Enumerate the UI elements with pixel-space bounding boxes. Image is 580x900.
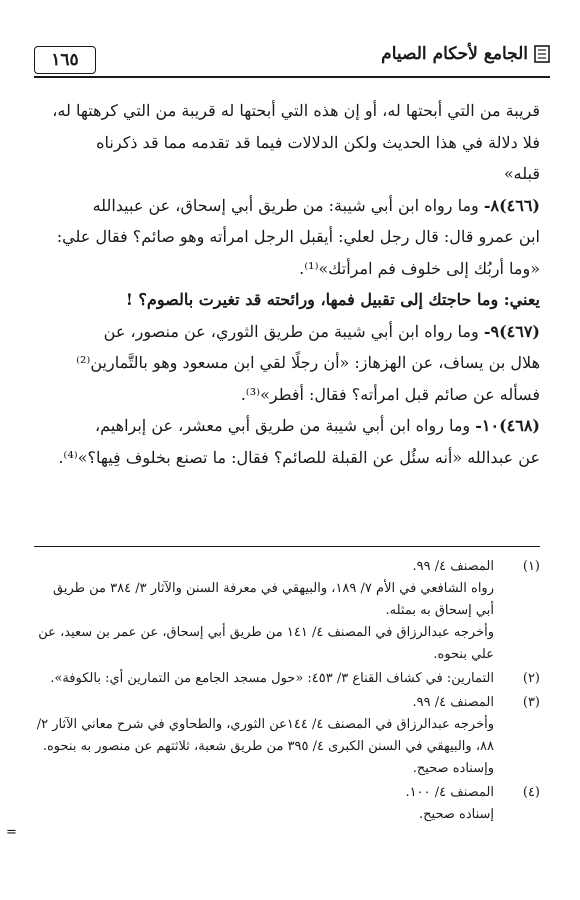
- footnote-line: المصنف ٤/ ٩٩.: [412, 559, 494, 574]
- text-line: قبله»: [503, 164, 540, 183]
- text-line: [34, 316, 540, 348]
- page-header: [20, 40, 550, 80]
- footnote-line: وأخرجه عبدالرزاق في المصنف ٤/ ١٤٤عن الثوري، والطحاوي في شرح معاني الآثار ٢/ ٨٨، والبيهقي في السنن الكبرى ٤/ ٣٩٥ من طريق شعبة، ثلاثتهم عن منصور به بنحوه. وإسناده صحيح.: [36, 717, 494, 776]
- text-line: هلال بن يساف، عن الهزهاز: «أن رجلًا لقي ابن مسعود وهو بالتَّمارين⁽²⁾: [76, 353, 540, 372]
- footnote-3: [34, 692, 540, 780]
- hadith-number: (٤٦٧)٩-: [483, 321, 540, 341]
- text-segment: وما رواه ابن أبي شيبة: من طريق أبي إسحاق، عن عبيدالله: [92, 195, 479, 215]
- text-line: [34, 410, 540, 442]
- footnote-line: رواه الشافعي في الأم ٧/ ١٨٩، والبيهقي في معرفة السنن والآثار ٣/ ٣٨٤ من طريق أبي إسحاق به بمثله.: [53, 581, 494, 618]
- footnote-line: المصنف ٤/ ٩٩.: [412, 695, 494, 710]
- footnote-line: وأخرجه عبدالرزاق في المصنف ٤/ ١٤١ من طريق أبي إسحاق، عن عمر بن سعيد، عن علي بنحوه.: [38, 625, 494, 662]
- margin-mark: =: [6, 825, 17, 840]
- footnote-number: (٤): [522, 785, 540, 800]
- page-number: ١٦٥: [34, 46, 96, 74]
- text-line: [34, 190, 540, 222]
- header-rule: [34, 76, 550, 78]
- hadith-468: [34, 410, 540, 473]
- text-line: ابن عمرو قال: قال رجل لعلي: أيقبل الرجل امرأته وهو صائم؟ فقال علي:: [56, 227, 540, 246]
- hadith-number: (٤٦٨)١٠-: [475, 416, 540, 435]
- footnote-line: إسناده صحيح.: [419, 807, 494, 822]
- text-line: فلا دلالة في هذا الحديث ولكن الدلالات فيما قد تقدمه مما قد ذكرناه: [96, 132, 540, 152]
- text-line: «وما أربُك إلى خلوف فم امرأتك»⁽¹⁾.: [299, 258, 540, 278]
- footnote-line: المصنف ٤/ ١٠٠.: [405, 785, 494, 800]
- footnote-number: (٣): [522, 695, 540, 710]
- text-line: فسأله عن صائم قبل امرأته؟ فقال: أفطر»⁽³⁾.: [240, 384, 540, 404]
- running-title: [381, 44, 550, 64]
- footnotes: [34, 556, 540, 826]
- paragraph-intro: [34, 95, 540, 190]
- footnote-number: (٢): [522, 671, 540, 686]
- text-line: قريبة من التي أبحتها له، أو إن هذه التي أبحتها له قريبة من التي كرهتها له،: [52, 101, 540, 120]
- running-title-text: الجامع لأحكام الصيام: [381, 44, 528, 64]
- book-icon: [534, 45, 550, 63]
- text-line: عن عبدالله «أنه سئُل عن القبلة للصائم؟ فقال: ما تصنع بخلوف فِيها؟»⁽⁴⁾.: [58, 447, 540, 467]
- commentary-heading: يعني: وما حاجتك إلى تقبيل فمها، ورائحته قد تغيرت بالصوم؟ !: [125, 290, 540, 309]
- hadith-number: (٤٦٦)٨-: [483, 195, 540, 215]
- footnote-separator: [34, 546, 540, 547]
- footnote-1: [34, 556, 540, 666]
- footnote-4: [34, 782, 540, 826]
- hadith-466: [34, 190, 540, 285]
- footnote-2: [34, 668, 540, 690]
- footnote-number: (١): [522, 559, 540, 574]
- main-text: [34, 95, 540, 473]
- text-segment: وما رواه ابن أبي شيبة من طريق أبي معشر، عن إبراهيم،: [95, 416, 471, 435]
- text-segment: وما رواه ابن أبي شيبة من طريق الثوري، عن منصور، عن: [103, 321, 479, 341]
- footnote-line: التمارين: في كشاف القناع ٣/ ٤٥٣: «حول مسجد الجامع من التمارين أي: بالكوفة».: [50, 671, 494, 686]
- hadith-467: [34, 316, 540, 411]
